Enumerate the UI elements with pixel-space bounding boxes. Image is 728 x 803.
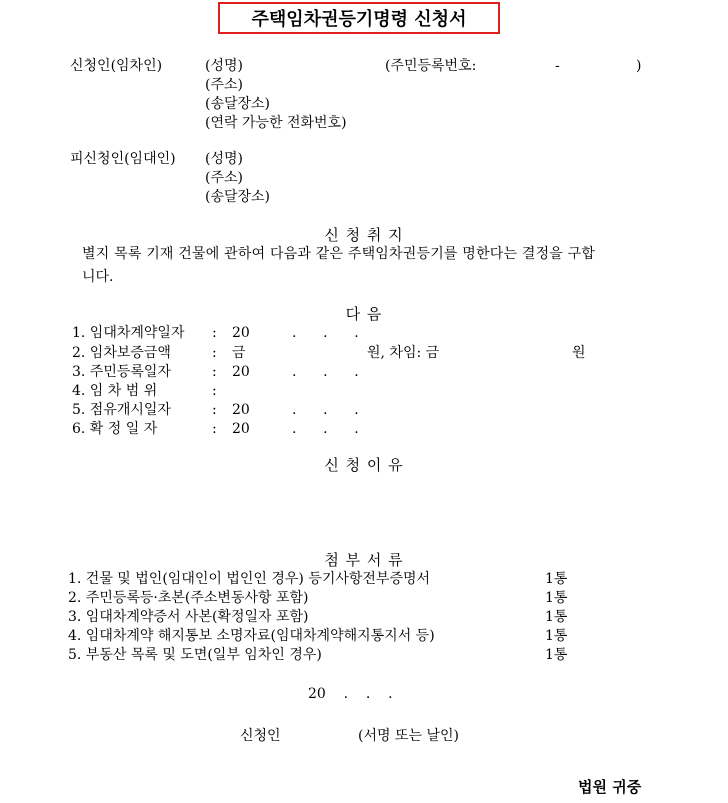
detail-colon: : xyxy=(212,364,217,380)
detail-date-dots: . . . xyxy=(292,325,359,341)
applicant-phone: (연락 가능한 전화번호) xyxy=(205,115,347,131)
detail-colon: : xyxy=(212,345,217,361)
detail-date-dots: . . . xyxy=(292,421,359,437)
detail-label: 5. 점유개시일자 xyxy=(72,402,171,418)
detail-value: 금 xyxy=(232,345,246,361)
detail-rent-unit: 원 xyxy=(572,345,586,361)
respondent-service-address: (송달장소) xyxy=(205,189,271,205)
detail-date-dots: . . . xyxy=(292,402,359,418)
detail-label: 1. 임대차계약일자 xyxy=(72,325,185,341)
respondent-name: (성명) xyxy=(205,151,243,167)
signature-label: 신청인 xyxy=(240,728,281,744)
purpose-text-line1: 별지 목록 기재 건물에 관하여 다음과 같은 주택임차권등기를 명한다는 결정을 구합 xyxy=(82,246,596,262)
detail-label: 3. 주민등록일자 xyxy=(72,364,171,380)
respondent-label: 피신청인(임대인) xyxy=(70,151,176,167)
document-title: 주택임차권등기명령 신청서 xyxy=(218,2,500,34)
attachment-count: 1통 xyxy=(545,609,568,625)
court-addressee: 법원 귀중 xyxy=(578,778,642,796)
applicant-label: 신청인(임차인) xyxy=(70,58,163,74)
detail-colon: : xyxy=(212,383,217,399)
applicant-name: (성명) xyxy=(205,58,243,74)
detail-value: 20 xyxy=(232,364,250,380)
detail-label: 2. 임차보증금액 xyxy=(72,345,171,361)
attachment-count: 1통 xyxy=(545,628,568,644)
detail-value: 20 xyxy=(232,402,250,418)
detail-colon: : xyxy=(212,325,217,341)
signature-note: (서명 또는 날인) xyxy=(358,728,459,744)
attachment-count: 1통 xyxy=(545,590,568,606)
attachment-item: 2. 주민등록등·초본(주소변동사항 포함) xyxy=(68,590,309,606)
attachment-count: 1통 xyxy=(545,647,568,663)
attachment-item: 5. 부동산 목록 및 도면(일부 임차인 경우) xyxy=(68,647,322,663)
attachments-heading: 첨 부 서 류 xyxy=(324,551,404,569)
applicant-service-address: (송달장소) xyxy=(205,96,271,112)
details-heading: 다 음 xyxy=(345,305,383,323)
filing-date: 20 . . . xyxy=(308,686,393,702)
applicant-address: (주소) xyxy=(205,77,243,93)
detail-colon: : xyxy=(212,402,217,418)
detail-date-dots: . . . xyxy=(292,364,359,380)
applicant-rrn-open: (주민등록번호: xyxy=(385,58,477,74)
reason-heading: 신 청 이 유 xyxy=(324,456,404,474)
respondent-address: (주소) xyxy=(205,170,243,186)
detail-label: 6. 확 정 일 자 xyxy=(72,421,158,437)
attachment-item: 4. 임대차계약 해지통보 소명자료(임대차계약해지통지서 등) xyxy=(68,628,435,644)
detail-rent-label: 원, 차임: 금 xyxy=(367,345,440,361)
detail-colon: : xyxy=(212,421,217,437)
applicant-rrn-close: ) xyxy=(636,58,642,74)
attachment-count: 1통 xyxy=(545,571,568,587)
detail-value: 20 xyxy=(232,421,250,437)
applicant-rrn-dash: - xyxy=(555,58,560,74)
purpose-heading: 신 청 취 지 xyxy=(324,226,404,244)
detail-label: 4. 임 차 범 위 xyxy=(72,383,158,399)
attachment-item: 1. 건물 및 법인(임대인이 법인인 경우) 등기사항전부증명서 xyxy=(68,571,431,587)
detail-value: 20 xyxy=(232,325,250,341)
attachment-item: 3. 임대차계약증서 사본(확정일자 포함) xyxy=(68,609,309,625)
purpose-text-line2: 니다. xyxy=(82,269,114,285)
